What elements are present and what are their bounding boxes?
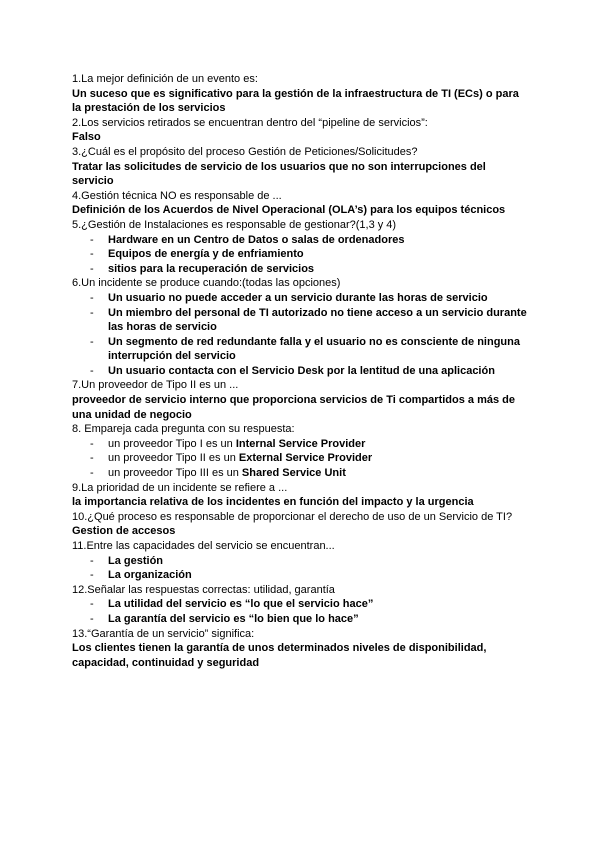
list-item: [72, 568, 528, 583]
question-4: 4.Gestión técnica NO es responsable de ...: [72, 189, 282, 202]
list-item: [72, 247, 528, 262]
option-text: Un usuario no puede acceder a un servicio durante las horas de servicio: [108, 291, 488, 304]
option-text: Un usuario contacta con el Servicio Desk por la lentitud de una aplicación: [108, 364, 495, 377]
question-11: 11.Entre las capacidades del servicio se encuentran...: [72, 540, 335, 552]
bullet-dash: -: [90, 569, 94, 582]
answer-8-list: [72, 437, 528, 481]
bullet-dash: -: [90, 612, 94, 625]
question-5: 5.¿Gestión de Instalaciones es responsable de gestionar?(1,3 y 4): [72, 218, 397, 231]
pair-prefix: un proveedor Tipo III es un: [108, 467, 242, 480]
list-item: [72, 364, 528, 379]
option-text: La garantía del servicio es “lo bien que lo hace”: [108, 612, 359, 625]
bullet-dash: -: [90, 452, 94, 465]
bullet-dash: -: [90, 262, 94, 275]
option-text: Equipos de energía y de enfriamiento: [108, 248, 304, 261]
option-text: Hardware en un Centro de Datos o salas de ordenadores: [108, 233, 405, 246]
bullet-dash: -: [90, 248, 94, 261]
list-item: [72, 233, 528, 248]
answer-4: Definición de los Acuerdos de Nivel Operacional (OLA’s) para los equipos técnicos: [72, 204, 506, 217]
option-text: Un segmento de red redundante falla y el usuario no es consciente de ninguna interrupción del servicio: [108, 335, 520, 363]
answer-10: Gestion de accesos: [72, 525, 176, 538]
bullet-dash: -: [90, 335, 94, 348]
list-item: [72, 597, 528, 612]
pair-match: Shared Service Unit: [241, 467, 346, 480]
option-text: La organización: [108, 569, 192, 582]
bullet-dash: -: [90, 306, 94, 319]
bullet-dash: -: [90, 598, 94, 611]
question-12: 12.Señalar las respuestas correctas: utilidad, garantía: [72, 583, 335, 596]
option-text: sitios para la recuperación de servicios: [108, 262, 315, 275]
pair-match: External Service Provider: [238, 452, 373, 465]
list-item: [72, 306, 528, 335]
bullet-dash: -: [90, 554, 94, 567]
answer-6-list: [72, 291, 528, 379]
answer-5-list: [72, 233, 528, 277]
answer-13: Los clientes tienen la garantía de unos determinados niveles de disponibilidad, capacidad, continuidad y seguridad: [72, 642, 487, 669]
answer-3: Tratar las solicitudes de servicio de los usuarios que no son interrupciones del servicio: [72, 160, 486, 188]
bullet-dash: -: [90, 467, 94, 480]
bullet-dash: -: [90, 233, 94, 246]
option-text: La utilidad del servicio es “lo que el servicio hace”: [108, 598, 374, 611]
question-13: 13.“Garantía de un servicio” significa:: [72, 627, 255, 640]
question-8: 8. Empareja cada pregunta con su respuesta:: [72, 423, 295, 436]
answer-12-list: [72, 597, 528, 626]
answer-2: Falso: [72, 131, 101, 144]
question-2: 2.Los servicios retirados se encuentran dentro del “pipeline de servicios”:: [72, 116, 428, 129]
list-item: [72, 335, 528, 364]
bullet-dash: -: [90, 364, 94, 377]
bullet-dash: -: [90, 437, 94, 450]
pair-prefix: un proveedor Tipo I es un: [108, 437, 236, 450]
question-7: 7.Un proveedor de Tipo II es un ...: [72, 379, 239, 392]
pair-prefix: un proveedor Tipo II es un: [108, 452, 239, 465]
question-1: 1.La mejor definición de un evento es:: [72, 73, 258, 85]
answer-7: proveedor de servicio interno que proporciona servicios de Ti compartidos a más de una unidad de negocio: [72, 394, 515, 421]
list-item: [72, 437, 528, 452]
option-text: Un miembro del personal de TI autorizado no tiene acceso a un servicio durante las horas de servicio: [108, 306, 527, 334]
bullet-dash: -: [90, 291, 94, 304]
list-item: [72, 466, 528, 481]
list-item: [72, 612, 528, 627]
option-text: La gestión: [108, 554, 164, 567]
answer-9: la importancia relativa de los incidentes en función del impacto y la urgencia: [72, 496, 474, 509]
question-9: 9.La prioridad de un incidente se refiere a ...: [72, 481, 288, 494]
question-6: 6.Un incidente se produce cuando:(todas las opciones): [72, 277, 341, 290]
list-item: [72, 262, 528, 277]
list-item: [72, 554, 528, 569]
list-item: [72, 451, 528, 466]
answer-11-list: [72, 554, 528, 583]
question-3: 3.¿Cuál es el propósito del proceso Gestión de Peticiones/Solicitudes?: [72, 145, 418, 158]
pair-match: Internal Service Provider: [235, 437, 366, 450]
question-10: 10.¿Qué proceso es responsable de proporcionar el derecho de uso de un Servicio de TI?: [72, 510, 513, 523]
answer-1: Un suceso que es significativo para la gestión de la infraestructura de TI (ECs) o para la prestación de los servicios: [72, 87, 519, 115]
list-item: [72, 291, 528, 306]
